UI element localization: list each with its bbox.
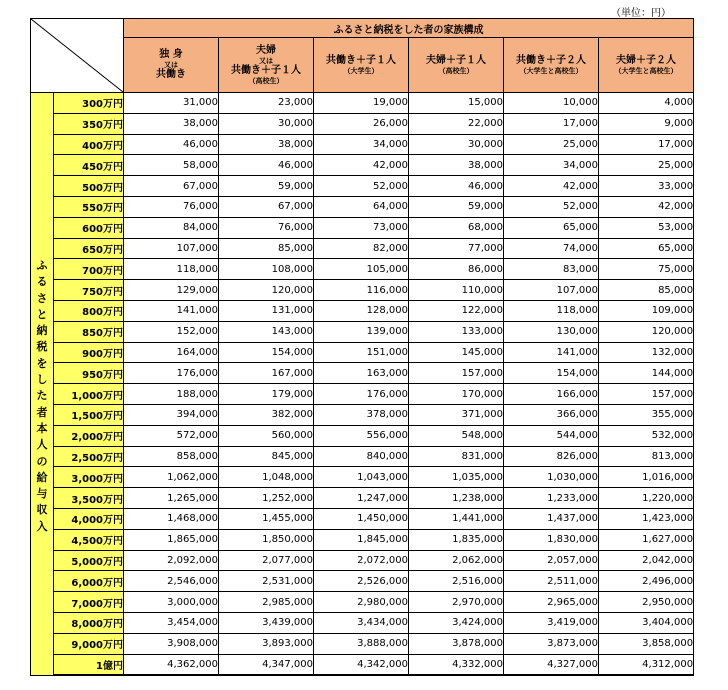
limit-value-cell: 1,016,000 (599, 467, 694, 488)
limit-value-cell: 2,526,000 (314, 571, 409, 592)
limit-value-cell: 46,000 (409, 176, 504, 197)
table-row (31, 571, 694, 592)
diagonal-line (31, 19, 123, 92)
limit-value-cell: 355,000 (599, 404, 694, 425)
limit-value-cell: 132,000 (599, 342, 694, 363)
income-cell: 6,000万円 (54, 571, 124, 592)
limit-value-cell: 85,000 (219, 238, 314, 259)
limit-value-cell: 1,043,000 (314, 467, 409, 488)
limit-value-cell: 2,531,000 (219, 571, 314, 592)
income-cell: 800万円 (54, 300, 124, 321)
limit-value-cell: 1,247,000 (314, 488, 409, 509)
table-row (31, 134, 694, 155)
limit-value-cell: 105,000 (314, 259, 409, 280)
income-cell: 350万円 (54, 113, 124, 134)
limit-value-cell: 17,000 (504, 113, 599, 134)
limit-value-cell: 4,332,000 (409, 654, 504, 675)
limit-value-cell: 1,437,000 (504, 508, 599, 529)
limit-value-cell: 3,858,000 (599, 633, 694, 654)
table-row (31, 155, 694, 176)
limit-value-cell: 2,965,000 (504, 592, 599, 613)
limit-value-cell: 25,000 (504, 134, 599, 155)
limit-value-cell: 163,000 (314, 363, 409, 384)
table-row (31, 238, 694, 259)
limit-value-cell: 1,455,000 (219, 508, 314, 529)
limit-value-cell: 394,000 (124, 404, 219, 425)
limit-value-cell: 67,000 (124, 176, 219, 197)
limit-value-cell: 1,233,000 (504, 488, 599, 509)
limit-value-cell: 1,220,000 (599, 488, 694, 509)
limit-value-cell: 30,000 (219, 113, 314, 134)
limit-value-cell: 118,000 (504, 300, 599, 321)
limit-value-cell: 75,000 (599, 259, 694, 280)
column-header-2 (219, 38, 314, 93)
table-row (31, 321, 694, 342)
limit-value-cell: 4,000 (599, 93, 694, 114)
limit-value-cell: 1,062,000 (124, 467, 219, 488)
table-row (31, 363, 694, 384)
limit-value-cell: 118,000 (124, 259, 219, 280)
limit-value-cell: 76,000 (124, 196, 219, 217)
limit-value-cell: 179,000 (219, 384, 314, 405)
income-cell: 850万円 (54, 321, 124, 342)
table-row (31, 529, 694, 550)
column-header-5 (504, 38, 599, 93)
limit-value-cell: 133,000 (409, 321, 504, 342)
table-row (31, 196, 694, 217)
income-cell: 4,500万円 (54, 529, 124, 550)
limit-value-cell: 4,342,000 (314, 654, 409, 675)
income-cell: 750万円 (54, 280, 124, 301)
column-header-6 (599, 38, 694, 93)
limit-value-cell: 176,000 (314, 384, 409, 405)
limit-value-cell: 1,238,000 (409, 488, 504, 509)
column-header-line: （大学生） (343, 66, 379, 75)
limit-value-cell: 1,252,000 (219, 488, 314, 509)
limit-value-cell: 826,000 (504, 446, 599, 467)
income-cell: 1,500万円 (54, 404, 124, 425)
income-cell: 8,000万円 (54, 612, 124, 633)
limit-value-cell: 17,000 (599, 134, 694, 155)
limit-value-cell: 154,000 (219, 342, 314, 363)
limit-value-cell: 176,000 (124, 363, 219, 384)
table-row (31, 176, 694, 197)
limit-value-cell: 46,000 (219, 155, 314, 176)
income-cell: 550万円 (54, 196, 124, 217)
limit-value-cell: 84,000 (124, 217, 219, 238)
unit-label: （単位：円） (611, 8, 671, 19)
income-cell: 2,500万円 (54, 446, 124, 467)
limit-value-cell: 68,000 (409, 217, 504, 238)
limit-value-cell: 382,000 (219, 404, 314, 425)
income-cell: 9,000万円 (54, 633, 124, 654)
limit-value-cell: 2,511,000 (504, 571, 599, 592)
column-header-line: （高校生） (248, 76, 284, 85)
income-cell: 900万円 (54, 342, 124, 363)
table-row (31, 425, 694, 446)
limit-value-cell: 53,000 (599, 217, 694, 238)
limit-value-cell: 141,000 (124, 300, 219, 321)
income-cell: 3,000万円 (54, 467, 124, 488)
limit-value-cell: 2,980,000 (314, 592, 409, 613)
limit-value-cell: 3,404,000 (599, 612, 694, 633)
column-header-line: 独 身 (159, 49, 183, 61)
income-cell: 600万円 (54, 217, 124, 238)
table-body (31, 93, 694, 676)
limit-value-cell: 556,000 (314, 425, 409, 446)
limit-value-cell: 86,000 (409, 259, 504, 280)
limit-value-cell: 3,439,000 (219, 612, 314, 633)
limit-value-cell: 122,000 (409, 300, 504, 321)
limit-value-cell: 152,000 (124, 321, 219, 342)
table-row (31, 633, 694, 654)
limit-value-cell: 143,000 (219, 321, 314, 342)
limit-value-cell: 371,000 (409, 404, 504, 425)
limit-value-cell: 139,000 (314, 321, 409, 342)
limit-value-cell: 3,873,000 (504, 633, 599, 654)
limit-value-cell: 1,423,000 (599, 508, 694, 529)
limit-value-cell: 2,077,000 (219, 550, 314, 571)
limit-value-cell: 110,000 (409, 280, 504, 301)
limit-value-cell: 164,000 (124, 342, 219, 363)
limit-value-cell: 26,000 (314, 113, 409, 134)
limit-value-cell: 38,000 (124, 113, 219, 134)
income-cell: 3,500万円 (54, 488, 124, 509)
limit-value-cell: 85,000 (599, 280, 694, 301)
column-header-line: 夫婦＋子２人 (616, 55, 677, 67)
table-row (31, 404, 694, 425)
limit-value-cell: 2,057,000 (504, 550, 599, 571)
limit-value-cell: 59,000 (409, 196, 504, 217)
limit-value-cell: 1,835,000 (409, 529, 504, 550)
limit-value-cell: 130,000 (504, 321, 599, 342)
table-row (31, 446, 694, 467)
limit-value-cell: 52,000 (314, 176, 409, 197)
limit-value-cell: 109,000 (599, 300, 694, 321)
limit-value-cell: 15,000 (409, 93, 504, 114)
limit-value-cell: 42,000 (599, 196, 694, 217)
limit-value-cell: 42,000 (314, 155, 409, 176)
limit-value-cell: 2,042,000 (599, 550, 694, 571)
limit-value-cell: 120,000 (599, 321, 694, 342)
limit-value-cell: 378,000 (314, 404, 409, 425)
income-cell: 2,000万円 (54, 425, 124, 446)
column-header-line: （大学生と高校生） (519, 66, 583, 75)
table-row (31, 280, 694, 301)
limit-value-cell: 116,000 (314, 280, 409, 301)
limit-value-cell: 1,035,000 (409, 467, 504, 488)
table-row (31, 93, 694, 114)
limit-value-cell: 2,985,000 (219, 592, 314, 613)
limit-value-cell: 151,000 (314, 342, 409, 363)
income-cell: 500万円 (54, 176, 124, 197)
limit-value-cell: 3,424,000 (409, 612, 504, 633)
table-row (31, 550, 694, 571)
limit-value-cell: 4,327,000 (504, 654, 599, 675)
limit-value-cell: 1,627,000 (599, 529, 694, 550)
limit-value-cell: 31,000 (124, 93, 219, 114)
column-header-line: 又は (164, 60, 178, 69)
limit-value-cell: 82,000 (314, 238, 409, 259)
limit-value-cell: 65,000 (599, 238, 694, 259)
limit-value-cell: 129,000 (124, 280, 219, 301)
table-row (31, 488, 694, 509)
column-header-1 (124, 38, 219, 93)
limit-value-cell: 10,000 (504, 93, 599, 114)
table-row (31, 113, 694, 134)
table-row (31, 342, 694, 363)
limit-value-cell: 34,000 (314, 134, 409, 155)
limit-value-cell: 840,000 (314, 446, 409, 467)
limit-value-cell: 128,000 (314, 300, 409, 321)
table-row (31, 508, 694, 529)
limit-value-cell: 157,000 (409, 363, 504, 384)
table-row (31, 217, 694, 238)
limit-value-cell: 157,000 (599, 384, 694, 405)
income-axis-label-text: ふ る さ と 納 税 を し た 者 本 人 の 給 与 収 入 (36, 259, 48, 533)
limit-value-cell: 1,030,000 (504, 467, 599, 488)
table-row (31, 300, 694, 321)
limit-value-cell: 3,893,000 (219, 633, 314, 654)
limit-value-cell: 33,000 (599, 176, 694, 197)
limit-value-cell: 2,970,000 (409, 592, 504, 613)
limit-value-cell: 1,265,000 (124, 488, 219, 509)
limit-value-cell: 366,000 (504, 404, 599, 425)
donation-limit-table (30, 18, 694, 676)
limit-value-cell: 52,000 (504, 196, 599, 217)
table-row (31, 259, 694, 280)
limit-value-cell: 2,072,000 (314, 550, 409, 571)
limit-value-cell: 188,000 (124, 384, 219, 405)
limit-value-cell: 67,000 (219, 196, 314, 217)
limit-value-cell: 560,000 (219, 425, 314, 446)
table-row (31, 592, 694, 613)
corner-cell (31, 19, 124, 93)
limit-value-cell: 1,048,000 (219, 467, 314, 488)
limit-value-cell: 145,000 (409, 342, 504, 363)
limit-value-cell: 59,000 (219, 176, 314, 197)
limit-value-cell: 131,000 (219, 300, 314, 321)
column-header-line: 夫婦＋子１人 (426, 55, 486, 67)
limit-value-cell: 58,000 (124, 155, 219, 176)
limit-value-cell: 4,362,000 (124, 654, 219, 675)
limit-value-cell: 544,000 (504, 425, 599, 446)
table-row (31, 467, 694, 488)
limit-value-cell: 2,546,000 (124, 571, 219, 592)
limit-value-cell: 3,419,000 (504, 612, 599, 633)
limit-value-cell: 144,000 (599, 363, 694, 384)
column-header-line: （高校生） (438, 66, 474, 75)
limit-value-cell: 23,000 (219, 93, 314, 114)
limit-value-cell: 154,000 (504, 363, 599, 384)
income-cell: 700万円 (54, 259, 124, 280)
limit-value-cell: 1,845,000 (314, 529, 409, 550)
limit-value-cell: 1,850,000 (219, 529, 314, 550)
income-cell: 300万円 (54, 93, 124, 114)
table-row (31, 612, 694, 633)
income-cell: 950万円 (54, 363, 124, 384)
limit-value-cell: 22,000 (409, 113, 504, 134)
limit-value-cell: 73,000 (314, 217, 409, 238)
family-structure-header: ふるさと納税をした者の家族構成 (124, 19, 694, 38)
column-header-row (31, 38, 694, 93)
column-header-line: 夫婦 (256, 45, 276, 57)
limit-value-cell: 108,000 (219, 259, 314, 280)
income-cell: 5,000万円 (54, 550, 124, 571)
limit-value-cell: 166,000 (504, 384, 599, 405)
income-cell: 4,000万円 (54, 508, 124, 529)
limit-value-cell: 2,062,000 (409, 550, 504, 571)
income-cell: 450万円 (54, 155, 124, 176)
limit-value-cell: 42,000 (504, 176, 599, 197)
limit-value-cell: 3,454,000 (124, 612, 219, 633)
income-cell: 1,000万円 (54, 384, 124, 405)
limit-value-cell: 532,000 (599, 425, 694, 446)
limit-value-cell: 77,000 (409, 238, 504, 259)
limit-value-cell: 548,000 (409, 425, 504, 446)
limit-value-cell: 9,000 (599, 113, 694, 134)
limit-value-cell: 572,000 (124, 425, 219, 446)
column-header-4 (409, 38, 504, 93)
limit-value-cell: 1,450,000 (314, 508, 409, 529)
limit-value-cell: 30,000 (409, 134, 504, 155)
limit-value-cell: 65,000 (504, 217, 599, 238)
column-header-line: （大学生と高校生） (614, 66, 678, 75)
limit-value-cell: 38,000 (219, 134, 314, 155)
limit-value-cell: 76,000 (219, 217, 314, 238)
column-header-3 (314, 38, 409, 93)
limit-value-cell: 3,434,000 (314, 612, 409, 633)
table-row (31, 654, 694, 675)
limit-value-cell: 4,347,000 (219, 654, 314, 675)
limit-value-cell: 141,000 (504, 342, 599, 363)
income-cell: 400万円 (54, 134, 124, 155)
column-header-line: 又は (259, 56, 273, 65)
income-cell: 7,000万円 (54, 592, 124, 613)
limit-value-cell: 83,000 (504, 259, 599, 280)
limit-value-cell: 858,000 (124, 446, 219, 467)
income-cell: 650万円 (54, 238, 124, 259)
column-header-line: 共働き＋子１人 (231, 65, 301, 76)
limit-value-cell: 845,000 (219, 446, 314, 467)
limit-value-cell: 3,908,000 (124, 633, 219, 654)
limit-value-cell: 1,468,000 (124, 508, 219, 529)
limit-value-cell: 34,000 (504, 155, 599, 176)
limit-value-cell: 64,000 (314, 196, 409, 217)
limit-value-cell: 120,000 (219, 280, 314, 301)
limit-value-cell: 2,496,000 (599, 571, 694, 592)
limit-value-cell: 19,000 (314, 93, 409, 114)
income-axis-label (31, 93, 54, 676)
limit-value-cell: 3,000,000 (124, 592, 219, 613)
column-header-line: 共働き＋子２人 (516, 55, 586, 67)
limit-value-cell: 25,000 (599, 155, 694, 176)
limit-value-cell: 167,000 (219, 363, 314, 384)
column-header-line: 共働き (156, 69, 186, 81)
limit-value-cell: 3,878,000 (409, 633, 504, 654)
limit-value-cell: 2,950,000 (599, 592, 694, 613)
column-header-line: 共働き＋子１人 (326, 55, 396, 67)
limit-value-cell: 170,000 (409, 384, 504, 405)
limit-value-cell: 2,516,000 (409, 571, 504, 592)
limit-value-cell: 38,000 (409, 155, 504, 176)
limit-value-cell: 46,000 (124, 134, 219, 155)
limit-value-cell: 4,312,000 (599, 654, 694, 675)
table-row (31, 384, 694, 405)
limit-value-cell: 107,000 (504, 280, 599, 301)
limit-value-cell: 1,865,000 (124, 529, 219, 550)
limit-value-cell: 813,000 (599, 446, 694, 467)
income-cell: 1億円 (54, 654, 124, 675)
limit-value-cell: 107,000 (124, 238, 219, 259)
limit-value-cell: 74,000 (504, 238, 599, 259)
limit-value-cell: 831,000 (409, 446, 504, 467)
limit-value-cell: 2,092,000 (124, 550, 219, 571)
limit-value-cell: 1,441,000 (409, 508, 504, 529)
limit-value-cell: 1,830,000 (504, 529, 599, 550)
limit-value-cell: 3,888,000 (314, 633, 409, 654)
